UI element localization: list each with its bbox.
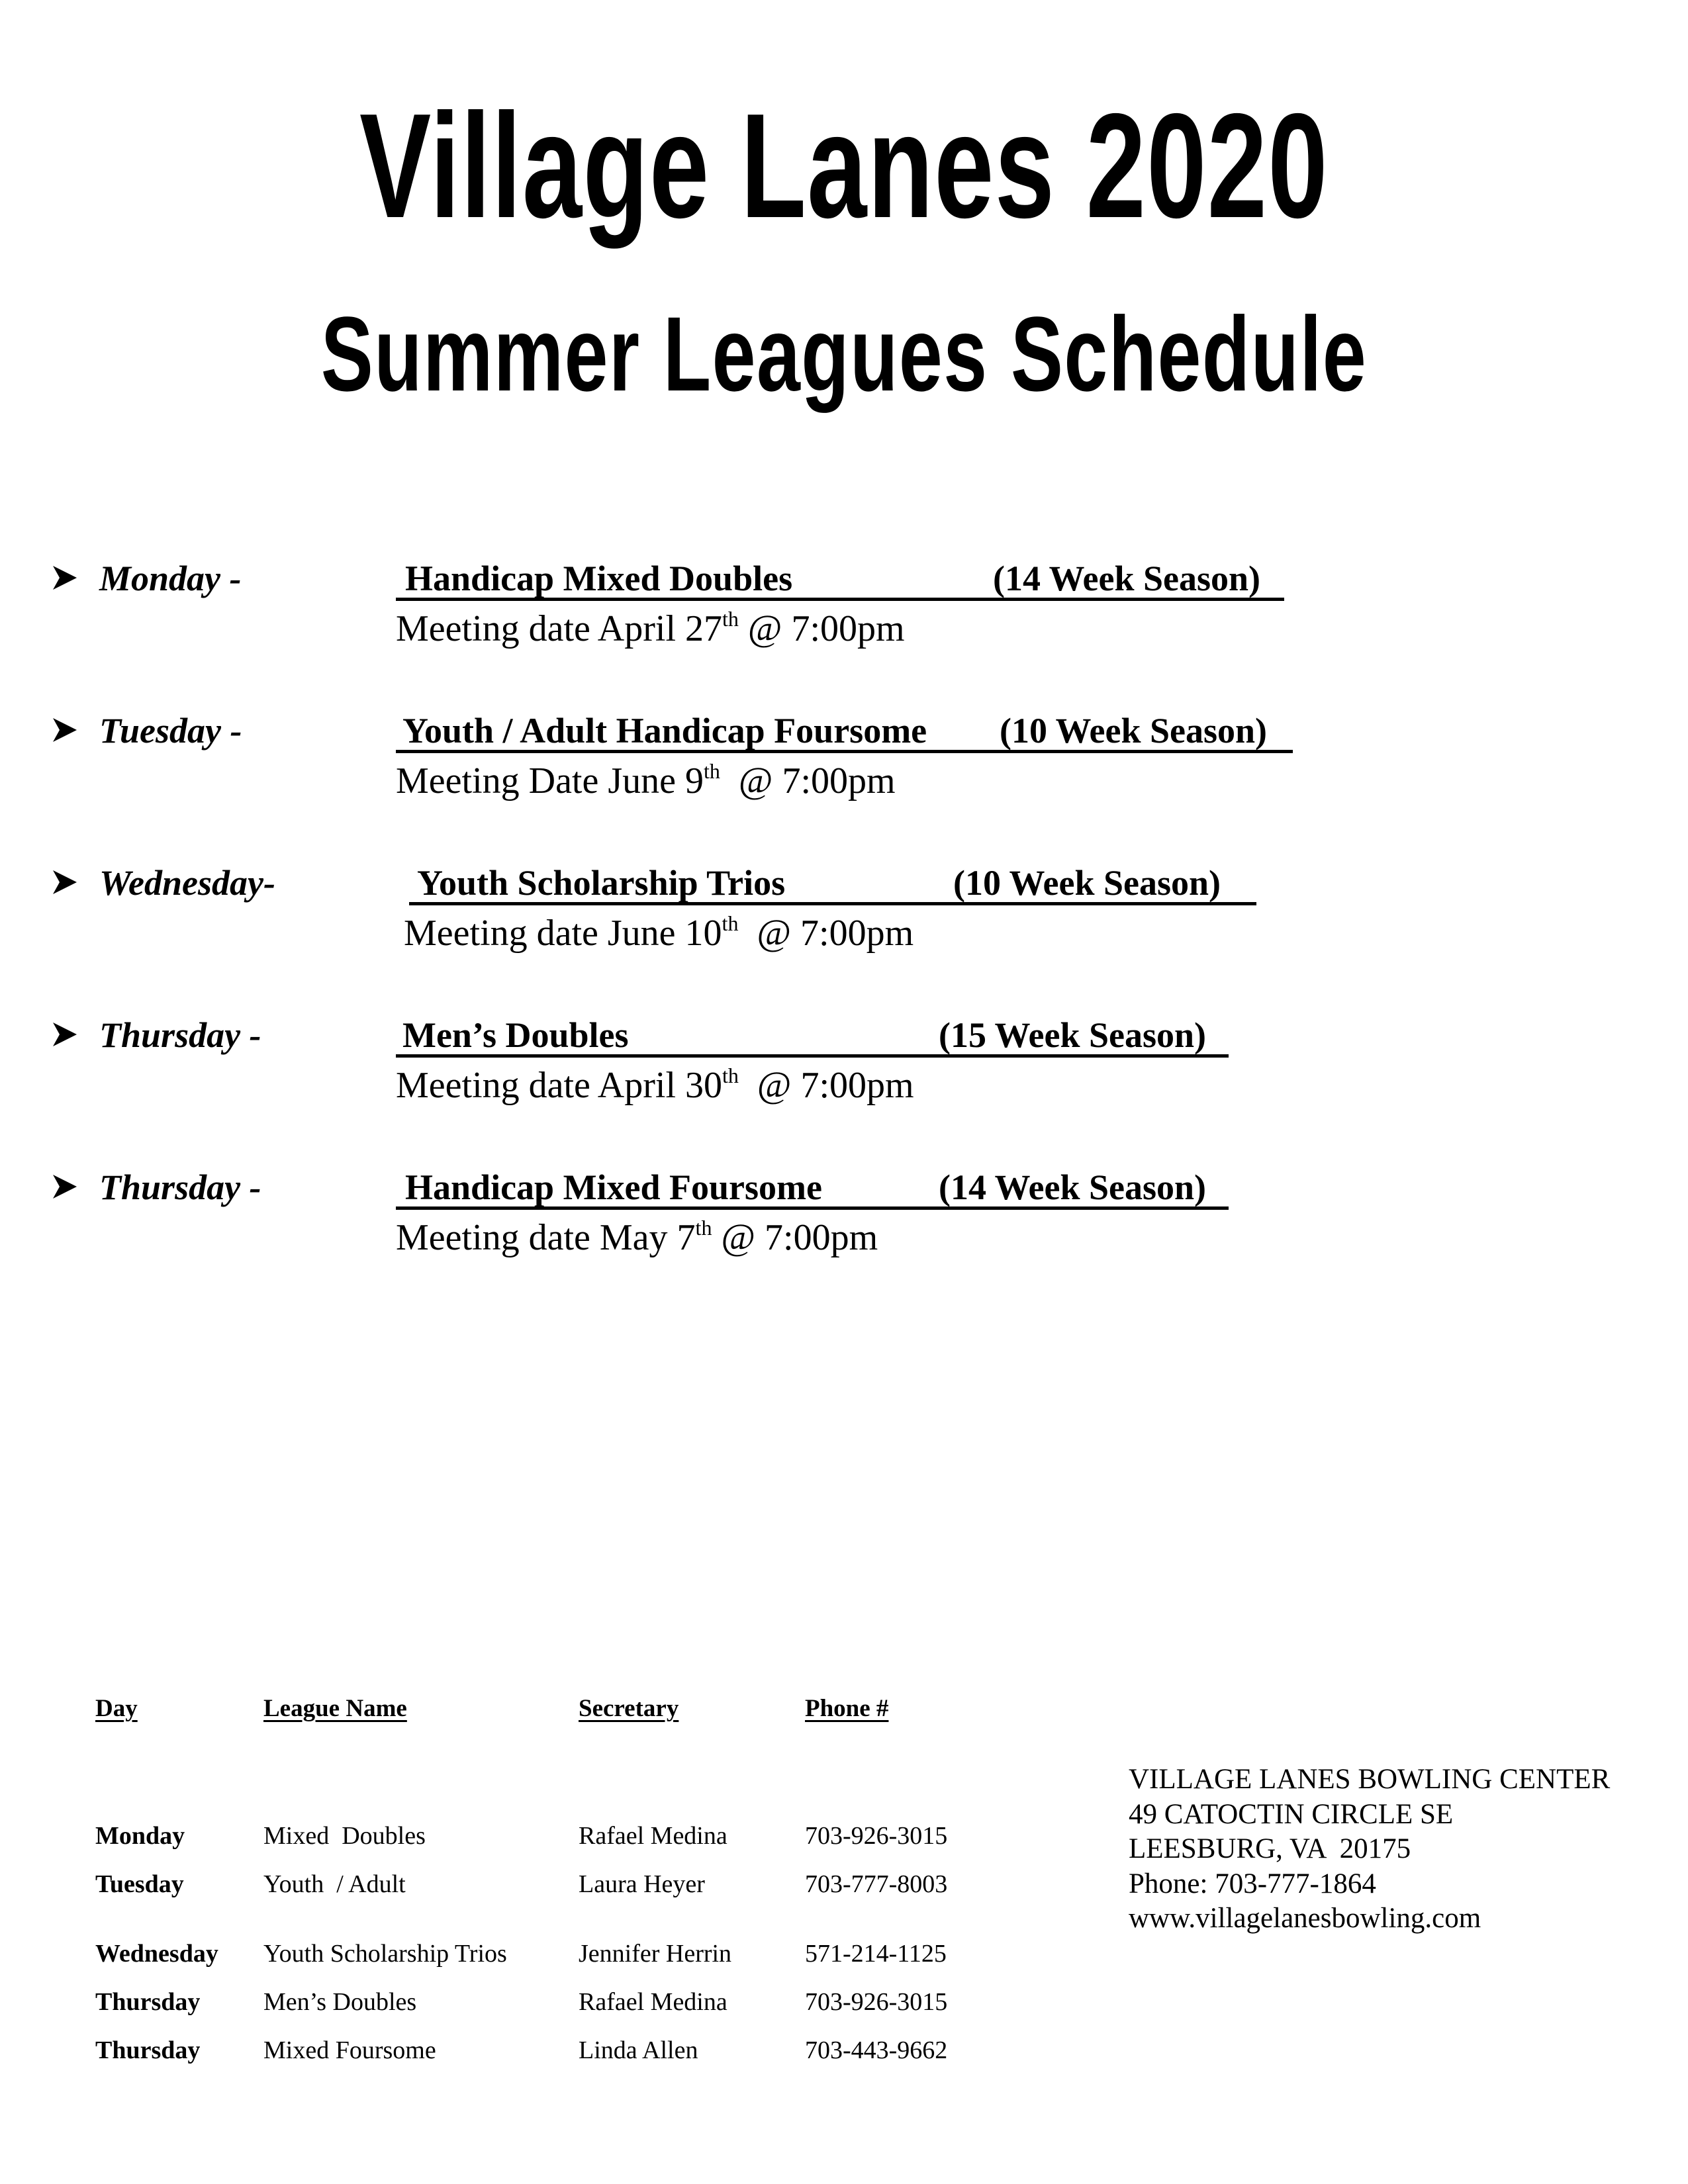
row-phone: 703-443-9662: [805, 2036, 948, 2064]
league-entry: [0, 710, 1688, 816]
row-league: Mixed Foursome: [263, 2036, 436, 2064]
arrow-bullet-icon: [50, 715, 79, 745]
league-day: Thursday -: [99, 1015, 261, 1055]
meeting-date: [396, 760, 896, 802]
row-league: Mixed Doubles: [263, 1822, 426, 1850]
league-season: (14 Week Season): [993, 559, 1261, 598]
meeting-date: [396, 608, 905, 650]
league-season: (14 Week Season): [939, 1167, 1207, 1207]
address-phone: Phone: 703-777-1864: [1129, 1868, 1376, 1899]
meeting-time: @ 7:00pm: [738, 913, 914, 954]
league-season: (10 Week Season): [1000, 711, 1268, 751]
address-block: [1129, 1762, 1610, 1936]
league-day: Wednesday-: [99, 863, 275, 903]
row-phone: 703-926-3015: [805, 1822, 948, 1850]
arrow-bullet-icon: [50, 868, 79, 897]
arrow-bullet-icon: [50, 1020, 79, 1049]
address-street: 49 CATOCTIN CIRCLE SE: [1129, 1798, 1454, 1830]
row-league: Youth Scholarship Trios: [263, 1940, 507, 1968]
meeting-date: [396, 1216, 878, 1259]
meeting-date-suffix: th: [695, 1216, 712, 1240]
table-header-league-name: League Name: [263, 1695, 407, 1722]
league-season: (15 Week Season): [939, 1015, 1207, 1055]
league-day: Thursday -: [99, 1167, 261, 1207]
meeting-date-text: Meeting date April 27: [396, 608, 723, 649]
address-business-name: VILLAGE LANES BOWLING CENTER: [1129, 1764, 1611, 1795]
league-entry: [0, 1167, 1688, 1273]
row-league: Youth / Adult: [263, 1870, 406, 1898]
meeting-date: [404, 912, 914, 954]
league-name: Men’s Doubles: [402, 1015, 629, 1055]
row-phone: 703-777-8003: [805, 1870, 948, 1898]
row-secretary: Linda Allen: [579, 2036, 698, 2064]
row-day: Thursday: [95, 1988, 201, 2016]
meeting-date: [396, 1064, 914, 1107]
league-entry: [0, 1015, 1688, 1120]
meeting-date-text: Meeting date May 7: [396, 1217, 696, 1258]
row-day: Wednesday: [95, 1940, 218, 1968]
meeting-time: @ 7:00pm: [720, 760, 896, 801]
meeting-date-text: Meeting date June 10: [404, 913, 722, 954]
league-day: Tuesday -: [99, 711, 242, 751]
league-name: Handicap Mixed Foursome: [405, 1167, 822, 1207]
row-secretary: Laura Heyer: [579, 1870, 705, 1898]
meeting-date-suffix: th: [722, 911, 739, 935]
meeting-time: @ 7:00pm: [738, 1065, 914, 1106]
table-header-day: Day: [95, 1695, 138, 1722]
league-day: Monday -: [99, 559, 242, 598]
row-secretary: Rafael Medina: [579, 1988, 727, 2016]
table-header-phone: Phone #: [805, 1695, 889, 1722]
page-title: Village Lanes 2020: [359, 82, 1329, 249]
row-day: Thursday: [95, 2036, 201, 2064]
row-day: Tuesday: [95, 1870, 184, 1898]
meeting-time: @ 7:00pm: [738, 608, 905, 649]
league-name: Youth / Adult Handicap Foursome: [402, 711, 927, 751]
arrow-bullet-icon: [50, 1172, 79, 1201]
row-day: Monday: [95, 1822, 185, 1850]
row-secretary: Jennifer Herrin: [579, 1940, 732, 1968]
address-city: LEESBURG, VA 20175: [1129, 1833, 1411, 1864]
address-website: www.villagelanesbowling.com: [1129, 1903, 1481, 1934]
meeting-date-suffix: th: [722, 1064, 739, 1087]
league-entry: [0, 862, 1688, 968]
row-secretary: Rafael Medina: [579, 1822, 727, 1850]
league-season: (10 Week Season): [953, 863, 1221, 903]
meeting-date-text: Meeting date April 30: [396, 1065, 723, 1106]
row-league: Men’s Doubles: [263, 1988, 417, 2016]
meeting-date-suffix: th: [703, 759, 720, 783]
table-header-secretary: Secretary: [579, 1695, 679, 1722]
page-subtitle: Summer Leagues Schedule: [320, 295, 1368, 413]
meeting-date-suffix: th: [722, 607, 739, 631]
arrow-bullet-icon: [50, 563, 79, 592]
league-name: Handicap Mixed Doubles: [405, 559, 793, 598]
meeting-date-text: Meeting Date June 9: [396, 760, 704, 801]
row-phone: 703-926-3015: [805, 1988, 948, 2016]
row-phone: 571-214-1125: [805, 1940, 947, 1968]
meeting-time: @ 7:00pm: [712, 1217, 878, 1258]
league-name: Youth Scholarship Trios: [417, 863, 786, 903]
league-entry: [0, 558, 1688, 664]
